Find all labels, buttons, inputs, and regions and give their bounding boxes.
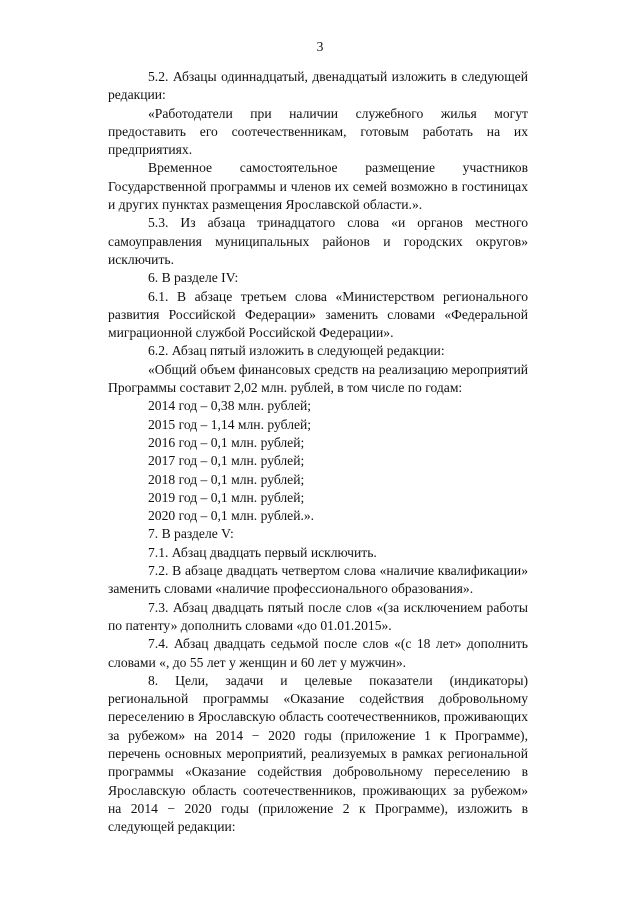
paragraph-6: 6. В разделе IV: (148, 270, 239, 286)
paragraph-7: 7. В разделе V: (148, 526, 234, 542)
paragraph-7-4: 7.4. Абзац двадцать седьмой после слов «(с 18 лет» дополнить словами «, до 55 лет у женщин и 60 лет у мужчин». (108, 636, 528, 670)
paragraph-funding-2015: 2015 год – 1,14 млн. рублей; (148, 416, 312, 432)
paragraph-7-3: 7.3. Абзац двадцать пятый после слов «(за исключением работы по патенту» дополнить словами «до 01.01.2015». (108, 599, 528, 633)
document-body (108, 68, 528, 836)
paragraph-temporary-housing: Временное самостоятельное размещение участников Государственной программы и членов их семей возможно в гостиницах и других пунктах размещения Ярославской области.». (108, 160, 528, 213)
paragraph-5-3: 5.3. Из абзаца тринадцатого слова «и органов местного самоуправления муниципальных районов и городских округов» исключить. (108, 215, 528, 267)
paragraph-6-1: 6.1. В абзаце третьем слова «Министерством регионального развития Российской Федерации» заменить словами «Федеральной миграционной службой Российской Федерации». (108, 288, 528, 341)
paragraph-funding-2014: 2014 год – 0,38 млн. рублей; (148, 398, 312, 414)
paragraph-funding-2018: 2018 год – 0,1 млн. рублей; (148, 471, 305, 487)
paragraph-funding-total: «Общий объем финансовых средств на реализацию мероприятий Программы составит 2,02 млн. рублей, в том числе по годам: (108, 361, 528, 396)
paragraph-6-2: 6.2. Абзац пятый изложить в следующей редакции: (148, 343, 445, 359)
paragraph-7-1: 7.1. Абзац двадцать первый исключить. (148, 544, 377, 560)
paragraph-quote-employers: «Работодатели при наличии служебного жилья могут предоставить его соотечественникам, готовым работать на их предприятиях. (108, 105, 528, 158)
paragraph-funding-2016: 2016 год – 0,1 млн. рублей; (148, 434, 305, 450)
paragraph-funding-2019: 2019 год – 0,1 млн. рублей; (148, 489, 305, 505)
paragraph-5-2: 5.2. Абзацы одиннадцатый, двенадцатый изложить в следующей редакции: (108, 69, 528, 103)
page-number: 3 (316, 39, 324, 54)
paragraph-8: 8. Цели, задачи и целевые показатели (индикаторы) региональной программы «Оказание содействия добровольному переселению в Ярославскую область соотечественников, проживающих за рубежом» на 2014 − 2020 годы (приложение 1 к Программе), перечень основных мероприятий, реализуемых в рамках региональной программы «Оказание содействия добровольному переселению в Ярославскую область соотечественников, проживающих за рубежом» на 2014 − 2020 годы (приложение 2 к Программе), изложить в следующей редакции: (108, 672, 528, 835)
paragraph-funding-2020: 2020 год – 0,1 млн. рублей.». (148, 508, 315, 524)
paragraph-funding-2017: 2017 год – 0,1 млн. рублей; (148, 453, 305, 469)
paragraph-7-2: 7.2. В абзаце двадцать четвертом слова «наличие квалификации» заменить словами «наличие профессионального образования». (108, 563, 528, 597)
